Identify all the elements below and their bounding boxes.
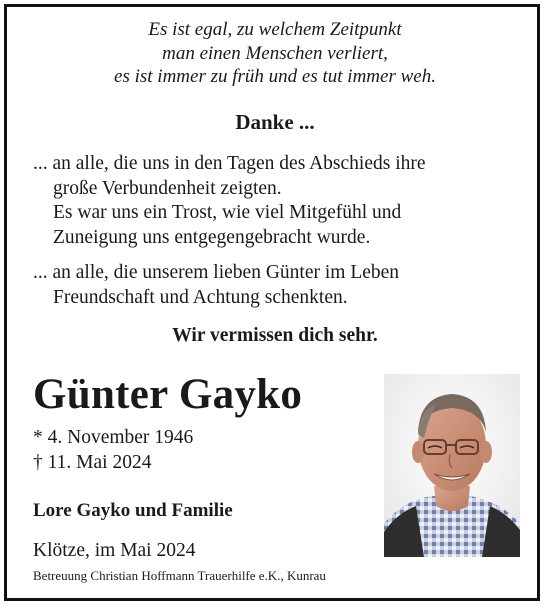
thanks-line: ... an alle, die unserem lieben Günter im Leben — [33, 262, 400, 283]
poem-line: Es ist egal, zu welchem Zeitpunkt — [148, 19, 402, 40]
undertaker-credit: Betreuung Christian Hoffmann Trauerhilfe e.K., Kunrau — [33, 568, 326, 583]
poem — [0, 18, 550, 89]
closing-line: Wir vermissen dich sehr. — [172, 325, 378, 346]
life-dates — [33, 426, 193, 475]
portrait-photo — [384, 374, 520, 557]
thanks-line: Freundschaft und Achtung schenkten. — [53, 286, 348, 308]
thanks-paragraph-2 — [33, 261, 399, 310]
thanks-line: große Verbundenheit zeigten. — [53, 177, 282, 199]
place-date: Klötze, im Mai 2024 — [33, 540, 196, 561]
poem-line: es ist immer zu früh und es tut immer weh. — [114, 66, 436, 87]
thanks-line: Zuneigung uns entgegengebracht wurde. — [53, 226, 371, 248]
poem-line: man einen Menschen verliert, — [162, 42, 388, 64]
portrait-illustration — [384, 374, 520, 557]
death-date: † 11. Mai 2024 — [33, 451, 152, 473]
thanks-line: ... an alle, die uns in den Tagen des Abschieds ihre — [33, 153, 426, 174]
thanks-paragraph-1 — [33, 152, 426, 250]
deceased-name: Günter Gayko — [33, 371, 303, 418]
family-signature: Lore Gayko und Familie — [33, 500, 233, 521]
thanks-line: Es war uns ein Trost, wie viel Mitgefühl und — [53, 202, 402, 223]
thanks-heading: Danke ... — [235, 110, 315, 134]
birth-date: * 4. November 1946 — [33, 427, 194, 448]
